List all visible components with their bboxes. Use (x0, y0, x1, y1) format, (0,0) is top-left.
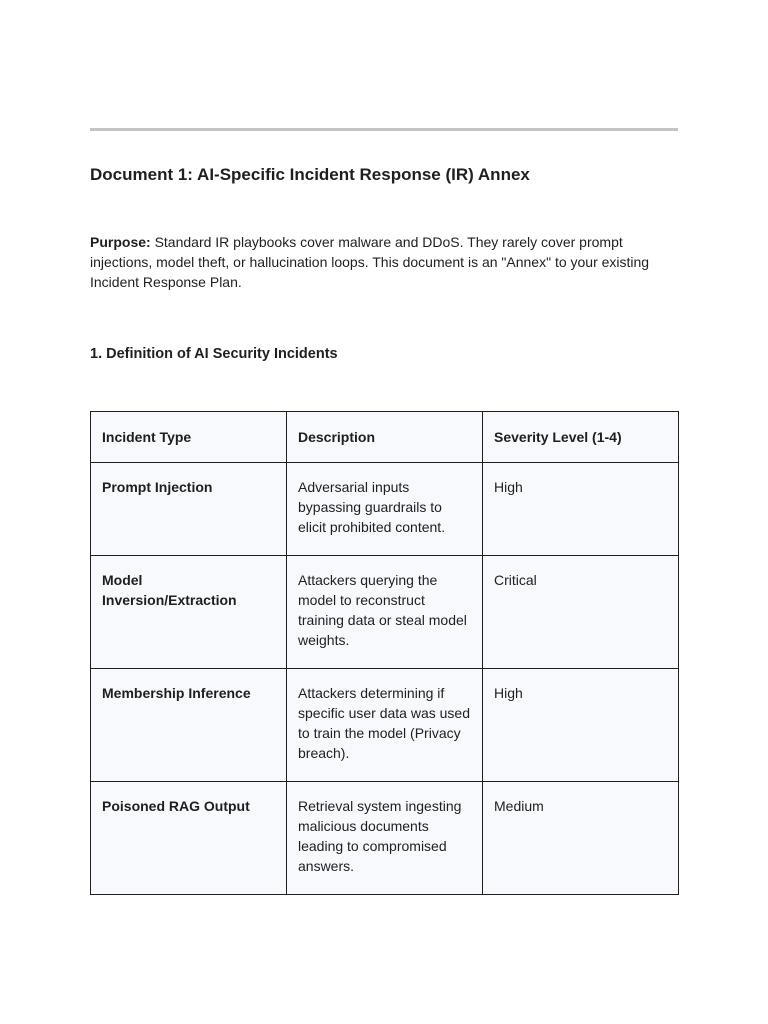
purpose-paragraph (90, 232, 680, 292)
table-row (91, 556, 679, 669)
severity-cell: Critical (483, 556, 679, 669)
description-cell: Adversarial inputs bypassing guardrails to elicit prohibited content. (287, 463, 483, 556)
table-row (91, 669, 679, 782)
purpose-text: Standard IR playbooks cover malware and DDoS. They rarely cover prompt injections, model theft, or hallucination loops. This document is an "Annex" to your existing Incident Response Plan. (90, 234, 650, 290)
header-severity-level: Severity Level (1-4) (483, 412, 679, 463)
severity-cell: Medium (483, 782, 679, 895)
table-row (91, 782, 679, 895)
severity-cell: High (483, 669, 679, 782)
incident-type-cell: Prompt Injection (91, 463, 287, 556)
description-cell: Attackers determining if specific user data was used to train the model (Privacy breach). (287, 669, 483, 782)
header-description: Description (287, 412, 483, 463)
description-cell: Attackers querying the model to reconstruct training data or steal model weights. (287, 556, 483, 669)
incident-type-cell: Model Inversion/Extraction (91, 556, 287, 669)
header-incident-type: Incident Type (91, 412, 287, 463)
document-title: Document 1: AI-Specific Incident Response (IR) Annex (90, 165, 530, 184)
table-header-row (91, 412, 679, 463)
severity-cell: High (483, 463, 679, 556)
incident-type-cell: Poisoned RAG Output (91, 782, 287, 895)
description-cell: Retrieval system ingesting malicious documents leading to compromised answers. (287, 782, 483, 895)
incident-type-cell: Membership Inference (91, 669, 287, 782)
horizontal-divider (90, 128, 678, 131)
table-row (91, 463, 679, 556)
incident-table (90, 411, 679, 895)
section-title: 1. Definition of AI Security Incidents (90, 346, 338, 362)
purpose-label: Purpose: (90, 234, 151, 250)
